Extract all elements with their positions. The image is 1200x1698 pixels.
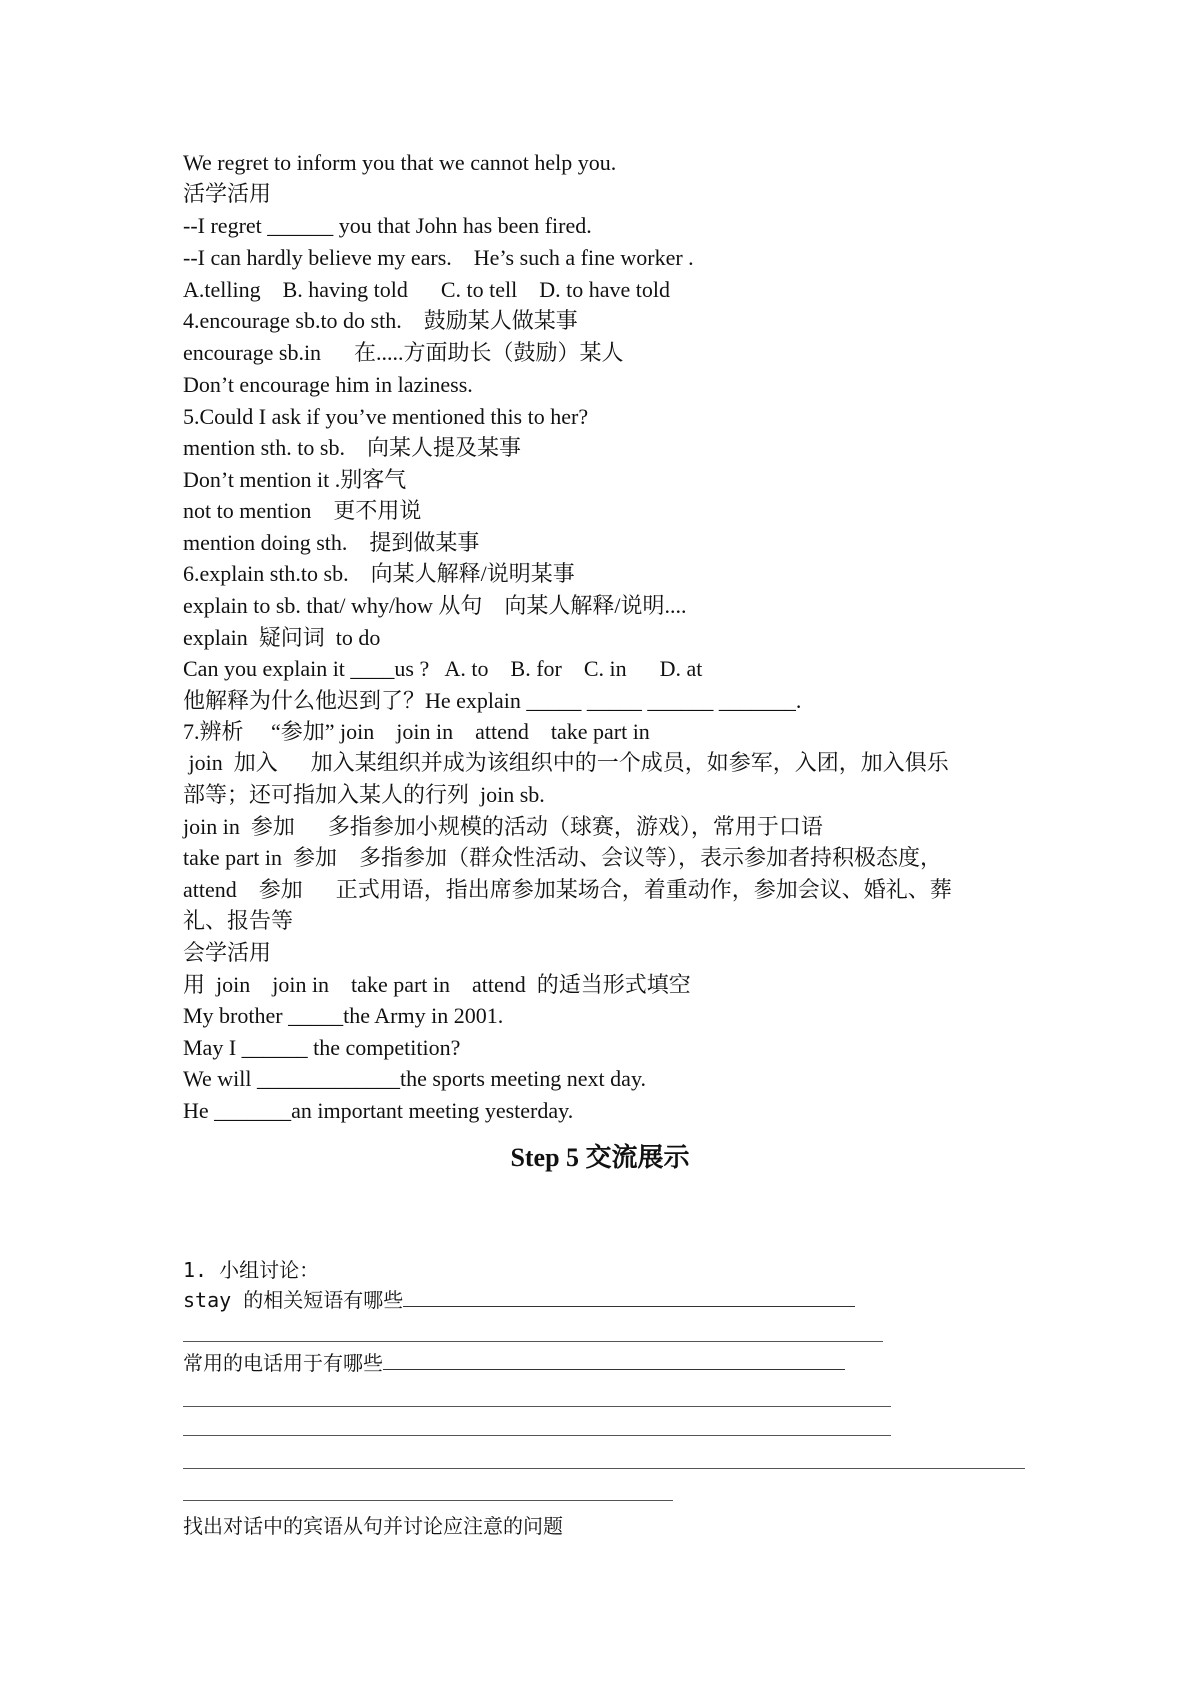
text-line: --I regret ______ you that John has been fired. — [183, 213, 592, 238]
question-line — [183, 1287, 855, 1313]
text-line: 他解释为什么他迟到了？He explain _____ _____ ______ _______. — [183, 688, 802, 713]
text-line: 礼、报告等 — [183, 908, 294, 933]
text-line: --I can hardly believe my ears. He’s such a fine worker . — [183, 245, 694, 270]
discussion-item: 1. 小组讨论： — [183, 1258, 320, 1282]
answer-blank[interactable] — [403, 1288, 855, 1307]
text-line: 会学活用 — [183, 940, 272, 965]
text-line: We regret to inform you that we cannot help you. — [183, 150, 617, 175]
answer-rule[interactable] — [183, 1435, 891, 1436]
text-line: 5.Could I ask if you’ve mentioned this to her? — [183, 404, 589, 429]
text-line: My brother _____the Army in 2001. — [183, 1003, 504, 1028]
answer-rule[interactable] — [183, 1406, 891, 1407]
text-line: 用 join join in take part in attend 的适当形式填空 — [183, 972, 691, 997]
text-line: May I ______ the competition? — [183, 1035, 461, 1060]
text-line: encourage sb.in 在.....方面助长（鼓励）某人 — [183, 340, 624, 365]
text-line: 6.explain sth.to sb. 向某人解释/说明某事 — [183, 561, 575, 586]
text-line: take part in 参加 多指参加（群众性活动、会议等），表示参加者持积极态度， — [183, 845, 942, 870]
text-line: 4.encourage sb.to do sth. 鼓励某人做某事 — [183, 308, 578, 333]
answer-rule[interactable] — [183, 1341, 883, 1342]
text-line: explain to sb. that/ why/how 从句 向某人解释/说明.... — [183, 593, 687, 618]
text-line: Can you explain it ____us ? A. to B. for C. in D. at — [183, 656, 703, 681]
text-line: attend 参加 正式用语，指出席参加某场合，着重动作，参加会议、婚礼、葬 — [183, 877, 952, 902]
answer-rule[interactable] — [183, 1468, 1025, 1469]
text-line: Don’t encourage him in laziness. — [183, 372, 473, 397]
text-line: mention doing sth. 提到做某事 — [183, 530, 480, 555]
text-line: mention sth. to sb. 向某人提及某事 — [183, 435, 521, 460]
answer-blank[interactable] — [383, 1351, 845, 1370]
text-line: join 加入 加入某组织并成为该组织中的一个成员，如参军，入团，加入俱乐 — [183, 750, 949, 775]
text-line: 部等；还可指加入某人的行列 join sb. — [183, 782, 545, 807]
text-line: join in 参加 多指参加小规模的活动（球赛，游戏），常用于口语 — [183, 814, 823, 839]
text-line: 活学活用 — [183, 181, 272, 206]
question-text: stay 的相关短语有哪些 — [183, 1288, 404, 1312]
text-line: He _______an important meeting yesterday. — [183, 1098, 574, 1123]
text-line: 7.辨析 “参加” join join in attend take part in — [183, 719, 650, 744]
text-line: Don’t mention it .别客气 — [183, 467, 407, 492]
text-line: A.telling B. having told C. to tell D. to have told — [183, 277, 671, 302]
question-text: 常用的电话用于有哪些 — [183, 1351, 383, 1375]
text-line: not to mention 更不用说 — [183, 498, 422, 523]
step-heading: Step 5 交流展示 — [510, 1143, 690, 1172]
question-line: 找出对话中的宾语从句并讨论应注意的问题 — [183, 1514, 563, 1538]
text-line: explain 疑问词 to do — [183, 625, 381, 650]
text-line: We will _____________the sports meeting next day. — [183, 1066, 647, 1091]
answer-rule[interactable] — [183, 1500, 673, 1501]
question-line — [183, 1350, 845, 1376]
